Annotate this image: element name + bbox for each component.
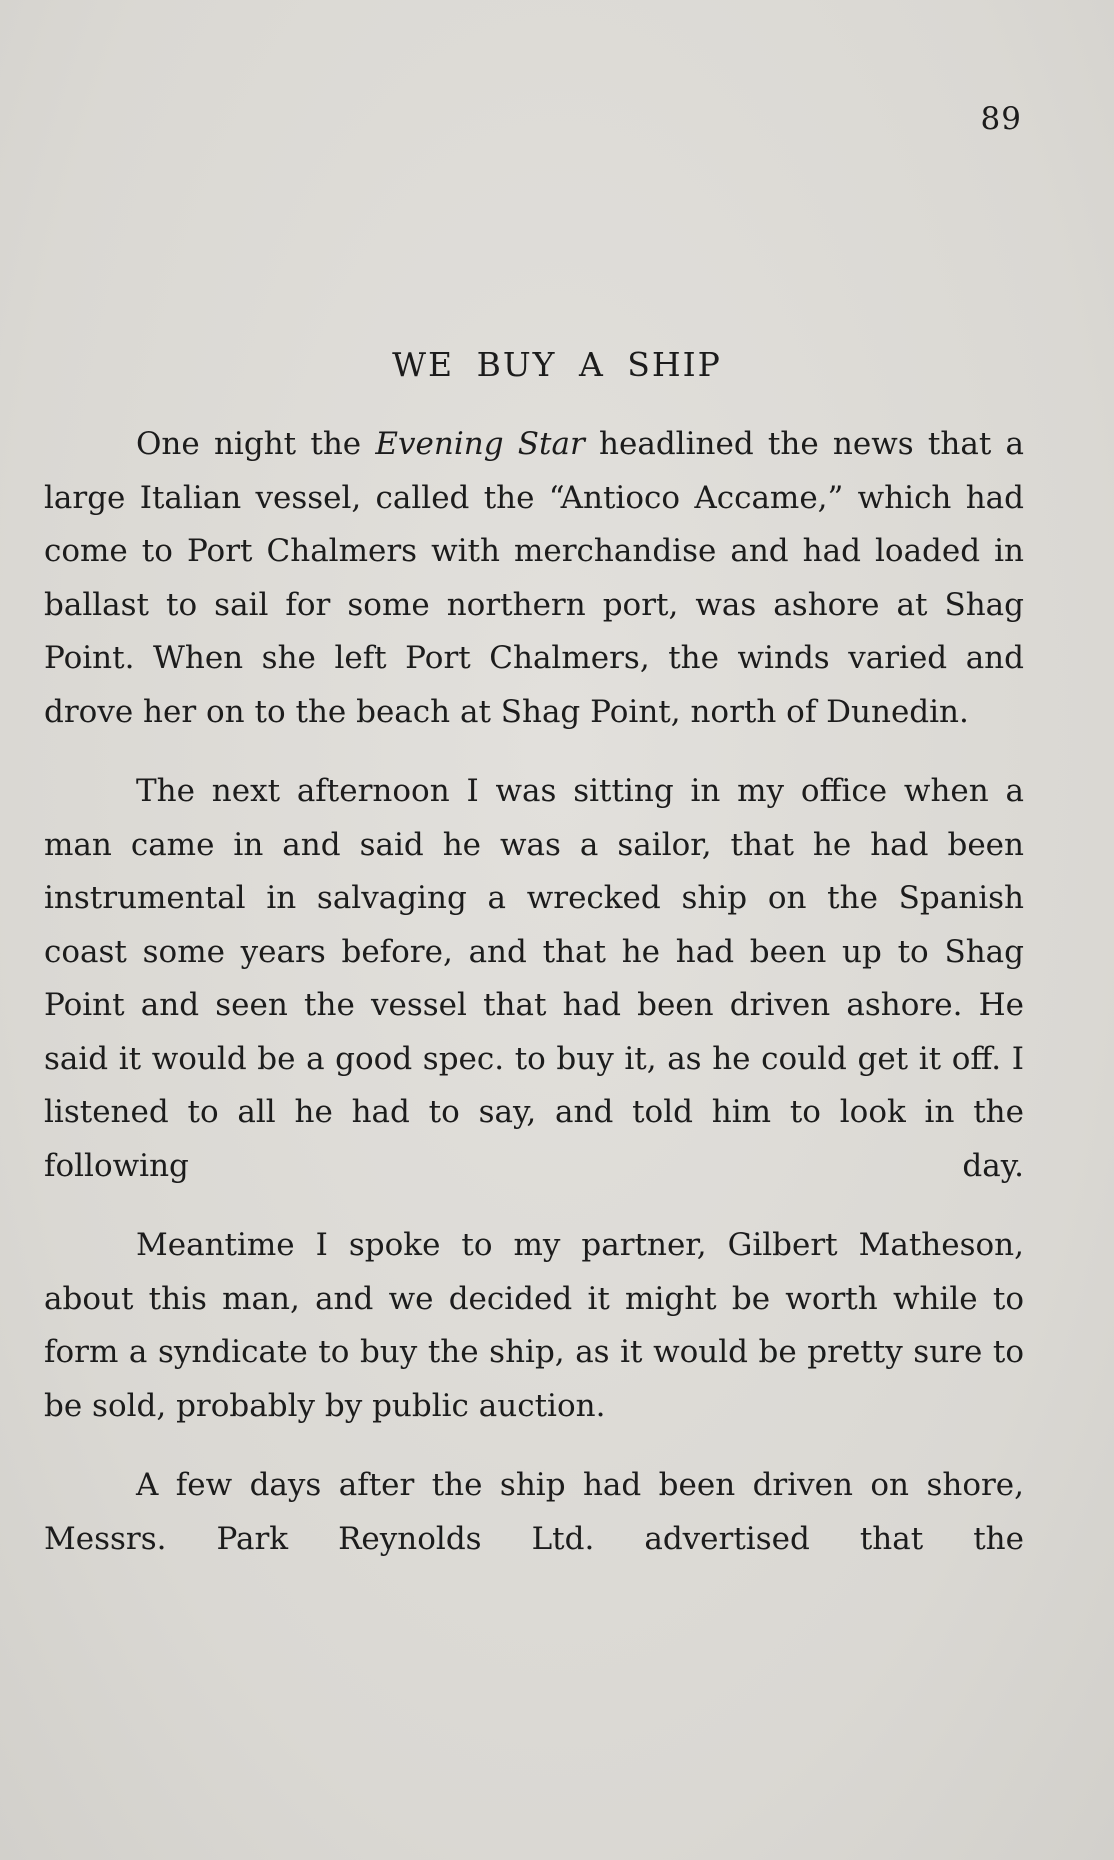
paragraph-2: The next afternoon I was sitting in my office when a man came in and said he was a sailor, that he had been instrumental in salvaging a wrecked ship on the Spanish coast some years before, and that he had been up to Shag Point and seen the vessel that had been driven ashore. He said it would be a good spec. to buy it, as he could get it off. I listened to all he had to say, and told him to look in the following day. (44, 773, 1024, 1184)
paragraph-3: Meantime I spoke to my partner, Gilbert Matheson, about this man, and we decided it might be worth while to form a syndicate to buy the ship, as it would be pretty sure to be sold, probably by public auction. (44, 1227, 1024, 1424)
paragraph-1-text-end: headlined the news that a large Italian vessel, called the “Antioco Accame,” which had come to Port Chalmers with merchandise and had loaded in ballast to sail for some northern port, was ashore at Shag Point. When she left Port Chalmers, the winds varied and drove her on to the beach at Shag Point, north of Dunedin. (44, 426, 1025, 730)
newspaper-name: Evening Star (375, 426, 585, 462)
paragraph-1-text-start: One night the (136, 426, 376, 462)
page-number: 89 (980, 101, 1022, 137)
paragraph-1 (44, 418, 1024, 739)
paragraph-4: A few days after the ship had been driven on shore, Messrs. Park Reynolds Ltd. advertised that the (44, 1467, 1024, 1557)
chapter-title: WE BUY A SHIP (392, 345, 722, 384)
body-text (44, 418, 1024, 1592)
